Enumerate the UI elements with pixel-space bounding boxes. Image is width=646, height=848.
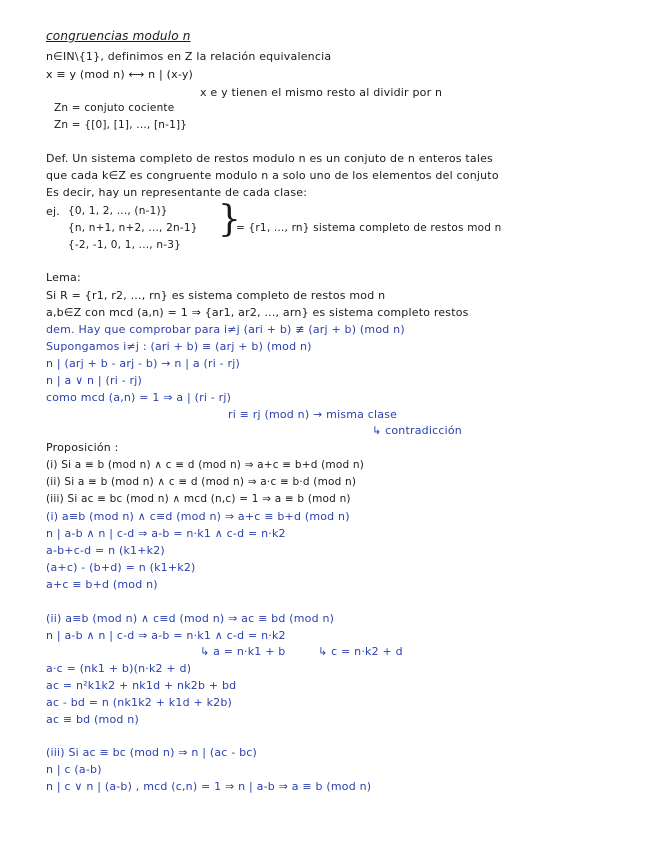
lema-line: a,b∈Z con mcd (a,n) = 1 ⇒ {ar1, ar2, ..., arn} es sistema completo restos bbox=[46, 306, 469, 319]
proof-ii-line: ↳ c = n·k2 + d bbox=[318, 645, 403, 658]
proof-i-line: (i) a≡b (mod n) ∧ c≡d (mod n) ⇒ a+c ≡ b+d (mod n) bbox=[46, 510, 350, 523]
definition-line: Es decir, hay un representante de cada clase: bbox=[46, 186, 308, 199]
definition-line: Def. Un sistema completo de restos modulo n es un conjuto de n enteros tales bbox=[46, 152, 493, 165]
proposicion-item: (i) Si a ≡ b (mod n) ∧ c ≡ d (mod n) ⇒ a+c ≡ b+d (mod n) bbox=[46, 459, 365, 471]
intro-line: Zn = {[0], [1], ..., [n-1]} bbox=[54, 119, 188, 131]
proof-line: n | (arj + b - arj - b) → n | a (ri - rj) bbox=[46, 357, 241, 370]
proof-line: dem. Hay que comprobar para i≠j (ari + b) ≢ (arj + b) (mod n) bbox=[46, 323, 405, 336]
proof-line: ri ≡ rj (mod n) → misma clase bbox=[228, 408, 398, 421]
proof-iii-line: n | c (a-b) bbox=[46, 763, 102, 776]
proof-ii-line: n | a-b ∧ n | c-d ⇒ a-b = n·k1 ∧ c-d = n·k2 bbox=[46, 629, 286, 642]
right-brace-symbol: } bbox=[218, 199, 241, 240]
proof-line: Supongamos i≠j : (ari + b) ≡ (arj + b) (mod n) bbox=[46, 340, 312, 353]
proof-i-line: (a+c) - (b+d) = n (k1+k2) bbox=[46, 561, 196, 574]
proposicion-item: (ii) Si a ≡ b (mod n) ∧ c ≡ d (mod n) ⇒ a·c ≡ b·d (mod n) bbox=[46, 476, 357, 488]
proof-iii-line: (iii) Si ac ≡ bc (mod n) ⇒ n | (ac - bc) bbox=[46, 746, 258, 759]
proof-i-line: n | a-b ∧ n | c-d ⇒ a-b = n·k1 ∧ c-d = n·k2 bbox=[46, 527, 286, 540]
proof-line: n | a ∨ n | (ri - rj) bbox=[46, 374, 143, 387]
proof-i-line: a+c ≡ b+d (mod n) bbox=[46, 578, 158, 591]
proof-line: como mcd (a,n) = 1 ⇒ a | (ri - rj) bbox=[46, 391, 232, 404]
intro-line: n∈IN\{1}, definimos en Z la relación equivalencia bbox=[46, 50, 332, 63]
example-set: {n, n+1, n+2, ..., 2n-1} bbox=[68, 222, 198, 234]
proof-ii-line: (ii) a≡b (mod n) ∧ c≡d (mod n) ⇒ ac ≡ bd (mod n) bbox=[46, 612, 335, 625]
proof-iii-line: n | c ∨ n | (a-b) , mcd (c,n) = 1 ⇒ n | a-b ⇒ a ≡ b (mod n) bbox=[46, 780, 372, 793]
example-label: ej. bbox=[46, 205, 60, 218]
proof-ii-line: ↳ a = n·k1 + b bbox=[200, 645, 286, 658]
proof-ii-line: a·c = (nk1 + b)(n·k2 + d) bbox=[46, 662, 192, 675]
lema-heading: Lema: bbox=[46, 271, 81, 284]
proposicion-heading: Proposición : bbox=[46, 441, 119, 454]
definition-line: que cada k∈Z es congruente modulo n a solo uno de los elementos del conjuto bbox=[46, 169, 499, 182]
proof-line: ↳ contradicción bbox=[372, 424, 462, 437]
page-title: congruencias modulo n bbox=[46, 29, 191, 43]
intro-line: Zn = conjuto cociente bbox=[54, 102, 175, 114]
intro-line: x e y tienen el mismo resto al dividir por n bbox=[200, 86, 443, 99]
proof-i-line: a-b+c-d = n (k1+k2) bbox=[46, 544, 165, 557]
proof-ii-line: ac - bd = n (nk1k2 + k1d + k2b) bbox=[46, 696, 233, 709]
proposicion-item: (iii) Si ac ≡ bc (mod n) ∧ mcd (n,c) = 1 ⇒ a ≡ b (mod n) bbox=[46, 493, 351, 505]
example-set: {0, 1, 2, ..., (n-1)} bbox=[68, 205, 168, 217]
proof-ii-line: ac ≡ bd (mod n) bbox=[46, 713, 139, 726]
example-result: = {r1, ..., rn} sistema completo de restos mod n bbox=[236, 222, 502, 234]
lema-line: Si R = {r1, r2, ..., rn} es sistema completo de restos mod n bbox=[46, 289, 386, 302]
intro-line: x ≡ y (mod n) ⟷ n | (x-y) bbox=[46, 68, 194, 81]
proof-ii-line: ac = n²k1k2 + nk1d + nk2b + bd bbox=[46, 679, 237, 692]
example-set: {-2, -1, 0, 1, ..., n-3} bbox=[68, 239, 181, 251]
